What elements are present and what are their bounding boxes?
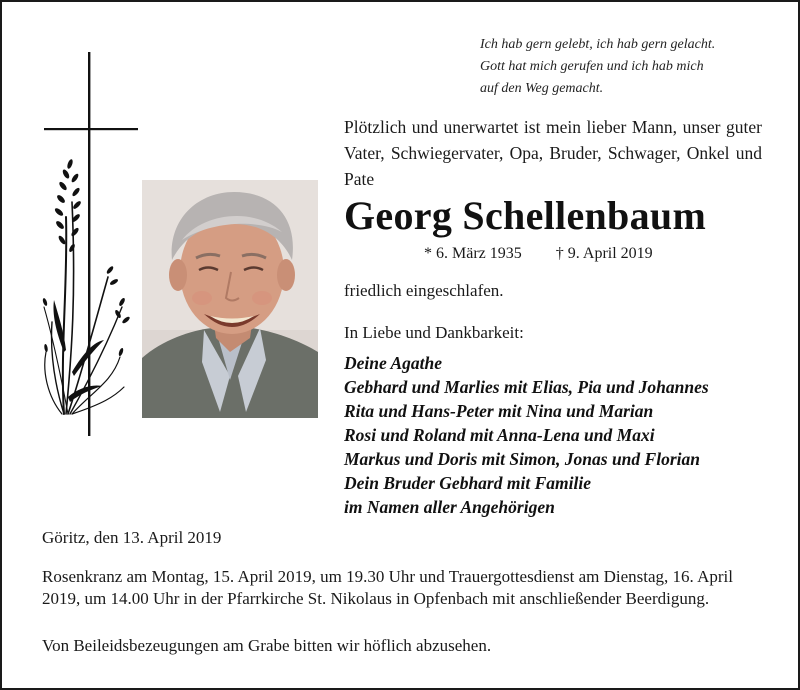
death-date: † 9. April 2019: [555, 245, 653, 262]
deceased-name: Georg Schellenbaum: [344, 193, 707, 238]
gratitude-heading: In Liebe und Dankbarkeit:: [344, 323, 524, 342]
quote-line: auf den Weg gemacht.: [480, 81, 604, 96]
mourner-line: Gebhard und Marlies mit Elias, Pia und Johannes: [344, 377, 709, 397]
peaceful-text: friedlich eingeschlafen.: [344, 281, 504, 300]
quote-line: Gott hat mich gerufen und ich hab mich: [480, 59, 704, 74]
mourner-line: Dein Bruder Gebhard mit Familie: [344, 473, 591, 493]
birth-date: * 6. März 1935: [424, 245, 522, 262]
mourner-line: Markus und Doris mit Simon, Jonas und Florian: [344, 449, 700, 469]
cross-with-grass-icon: [42, 52, 142, 438]
memorial-quote: [480, 34, 770, 100]
portrait-photo: [142, 180, 318, 418]
mourner-line: Rosi und Roland mit Anna-Lena und Maxi: [344, 425, 655, 445]
mourner-line: Deine Agathe: [344, 353, 443, 373]
funeral-service-info: Rosenkranz am Montag, 15. April 2019, um 19.30 Uhr und Trauergottesdienst am Dienstag, 16. April 2019, um 14.00 Uhr in der Pfarrkirche St. Nikolaus in Opfenbach mit anschließender Beerdigung.: [42, 567, 733, 608]
mourner-line: Rita und Hans-Peter mit Nina und Marian: [344, 401, 654, 421]
closing-note: Von Beileidsbezeugungen am Grabe bitten wir höflich abzusehen.: [42, 636, 492, 655]
life-dates: [424, 245, 653, 263]
mourners-list: [344, 351, 709, 519]
mourner-line: im Namen aller Angehörigen: [344, 497, 555, 517]
place-date: Göritz, den 13. April 2019: [42, 528, 222, 547]
intro-text: Plötzlich und unerwartet ist mein lieber Mann, unser guter Vater, Schwiegervater, Opa, Bruder, Schwager, Onkel und Pate: [344, 117, 762, 189]
quote-line: Ich hab gern gelebt, ich hab gern gelacht.: [480, 37, 716, 52]
